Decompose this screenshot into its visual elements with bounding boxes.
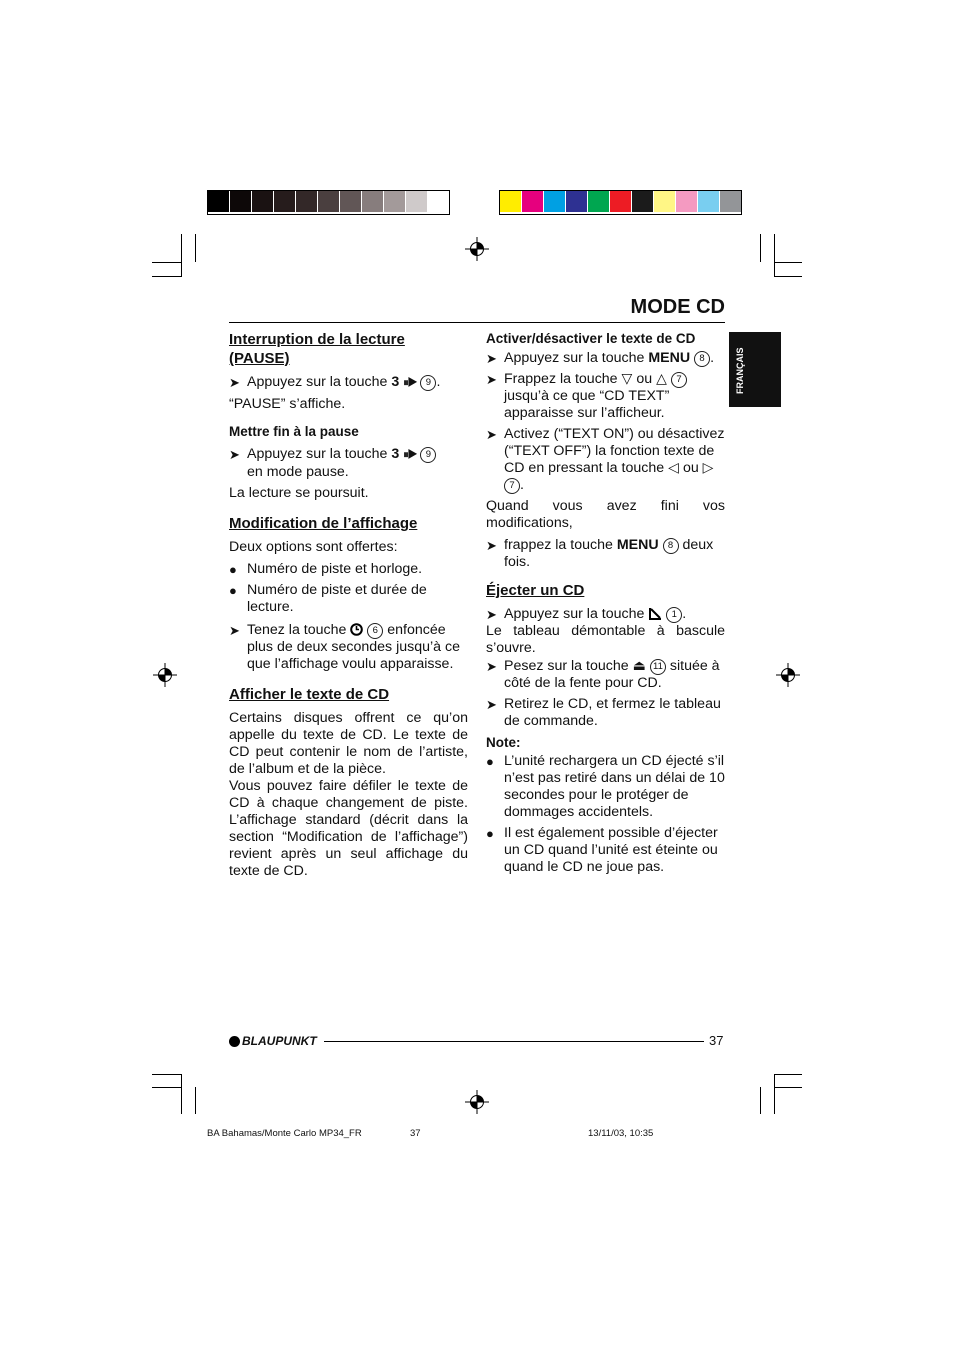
arrow-icon: ➤ xyxy=(229,375,240,390)
arrow-icon: ➤ xyxy=(486,538,497,553)
color-swatch xyxy=(632,191,654,212)
color-calibration-bar xyxy=(499,190,742,215)
instruction-step: ➤ Pesez sur la touche ⏏ 11 située à côté de la fente pour CD. xyxy=(486,658,720,691)
color-swatch xyxy=(720,191,741,212)
bullet-icon: ● xyxy=(229,562,237,577)
subheading: Activer/désactiver le texte de CD xyxy=(486,331,696,346)
registration-mark-icon xyxy=(776,663,800,687)
brand-dot-icon xyxy=(229,1036,240,1047)
body-text: “PAUSE” s’affiche. xyxy=(229,396,346,412)
brand-logo xyxy=(229,1034,317,1048)
color-swatch xyxy=(252,191,274,212)
key-number-badge: 11 xyxy=(650,659,666,675)
clock-icon xyxy=(350,623,363,636)
bullet-item: ● L’unité rechargera un CD éjecté s’il n’est pas retiré dans un délai de 10 secondes pour le protéger de dommages accidentels. xyxy=(486,753,725,820)
instruction-step: ➤ Appuyez sur la touche MENU 8 . xyxy=(486,350,715,366)
body-text: Certains disques offrent ce qu’on appelle du texte de CD. Le texte de CD peut contenir le nom de l’artiste, de l’album et de la pièce. xyxy=(229,710,468,777)
bullet-icon: ● xyxy=(486,754,494,769)
color-swatch xyxy=(566,191,588,212)
arrow-icon: ➤ xyxy=(486,372,497,387)
instruction-step: ➤ Appuyez sur la touche 1 . xyxy=(486,606,687,622)
instruction-step: ➤ frappez la touche MENU 8 deux fois. xyxy=(486,537,714,570)
key-number-badge: 1 xyxy=(666,607,682,623)
section-heading: Modification de l’affichage xyxy=(229,515,418,532)
section-heading: Afficher le texte de CD xyxy=(229,686,390,703)
key-number-badge: 9 xyxy=(420,375,436,391)
bullet-icon: ● xyxy=(486,826,494,841)
bullet-item: ● Numéro de piste et durée de lecture. xyxy=(229,582,427,615)
instruction-step: ➤ Activez (“TEXT ON”) ou désactivez (“TEXT OFF”) la fonction texte de CD en pressant la touche ◁ ou ▷ 7 . xyxy=(486,426,725,493)
right-column xyxy=(486,330,725,880)
arrow-icon: ➤ xyxy=(486,697,497,712)
color-swatch xyxy=(274,191,296,212)
page-number: 37 xyxy=(709,1033,724,1048)
color-swatch xyxy=(654,191,676,212)
instruction-step: ➤ Appuyez sur la touche 3 ⏸▶ 9 . xyxy=(229,374,441,390)
body-text: Quand vous avez fini vos modifications, xyxy=(486,498,725,531)
instruction-step: ➤ Frappez la touche ▽ ou △ 7 jusqu’à ce que “CD TEXT” apparaisse sur l’afficheur. xyxy=(486,371,725,422)
arrow-icon: ➤ xyxy=(229,623,240,638)
language-tab-label: FRANÇAIS xyxy=(735,347,745,394)
registration-mark-icon xyxy=(465,1090,489,1114)
footer-rule xyxy=(324,1041,704,1042)
color-swatch xyxy=(318,191,340,212)
eject-icon: ⏏ xyxy=(632,658,646,674)
instruction-step: ➤ Retirez le CD, et fermez le tableau de commande. xyxy=(486,696,721,729)
color-swatch xyxy=(588,191,610,212)
print-slug-file: BA Bahamas/Monte Carlo MP34_FR xyxy=(207,1128,362,1139)
print-slug-page: 37 xyxy=(410,1128,421,1139)
instruction-step: ➤ Tenez la touche 6 enfoncée plus de deux secondes jusqu’à ce que l’affichage voulu apparaisse. xyxy=(229,622,460,672)
arrow-icon: ➤ xyxy=(486,427,497,442)
bullet-item: ● Numéro de piste et horloge. xyxy=(229,561,423,577)
subheading: Mettre fin à la pause xyxy=(229,424,359,439)
pause-play-icon: ⏸▶ xyxy=(403,449,417,461)
section-heading: (PAUSE) xyxy=(229,350,290,367)
color-swatch xyxy=(698,191,720,212)
grayscale-calibration-bar xyxy=(207,190,450,215)
color-swatch xyxy=(208,191,230,212)
arrow-icon: ➤ xyxy=(229,447,240,462)
key-number-badge: 6 xyxy=(367,623,383,639)
panel-release-icon xyxy=(648,607,662,620)
instruction-step: ➤ Appuyez sur la touche 3 ⏸▶ 9 en mode pause. xyxy=(229,446,468,481)
key-number-badge: 7 xyxy=(671,372,687,388)
color-swatch xyxy=(522,191,544,212)
right-triangle-icon: ▷ xyxy=(702,460,714,476)
note-heading: Note: xyxy=(486,735,521,750)
section-heading: Interruption de la lecture xyxy=(229,331,405,348)
body-text: Vous pouvez faire défiler le texte de CD à chaque changement de piste. L’affichage standard (décrit dans la section “Modification de l’affichage”) revient après un seul affichage du texte de CD. xyxy=(229,778,468,879)
body-text: La lecture se poursuit. xyxy=(229,485,369,501)
title-rule xyxy=(229,322,725,323)
key-number-badge: 9 xyxy=(420,447,436,463)
color-swatch xyxy=(676,191,698,212)
body-text: Le tableau démontable à bascule s’ouvre. xyxy=(486,623,725,656)
color-swatch xyxy=(428,191,449,212)
color-swatch xyxy=(384,191,406,212)
color-swatch xyxy=(362,191,384,212)
left-triangle-icon: ◁ xyxy=(668,460,679,476)
down-triangle-icon: ▽ xyxy=(621,371,633,387)
registration-mark-icon xyxy=(465,237,489,261)
print-slug-date: 13/11/03, 10:35 xyxy=(588,1128,654,1139)
page-title: MODE CD xyxy=(630,296,725,318)
color-swatch xyxy=(230,191,252,212)
registration-mark-icon xyxy=(153,663,177,687)
language-tab xyxy=(729,332,781,407)
color-swatch xyxy=(544,191,566,212)
key-number-badge: 7 xyxy=(504,478,520,494)
bullet-item: ● Il est également possible d’éjecter un CD quand l’unité est éteinte ou quand le CD ne joue pas. xyxy=(486,825,718,875)
body-text: Deux options sont offertes: xyxy=(229,539,398,555)
color-swatch xyxy=(340,191,362,212)
arrow-icon: ➤ xyxy=(486,607,497,622)
color-swatch xyxy=(296,191,318,212)
arrow-icon: ➤ xyxy=(486,351,497,366)
key-number-badge: 8 xyxy=(663,538,679,554)
color-swatch xyxy=(500,191,522,212)
section-heading: Éjecter un CD xyxy=(486,582,585,599)
left-column xyxy=(229,330,468,885)
pause-play-icon: ⏸▶ xyxy=(403,377,417,389)
brand-name: BLAUPUNKT xyxy=(242,1034,317,1048)
up-triangle-icon: △ xyxy=(656,371,668,387)
bullet-icon: ● xyxy=(229,583,237,598)
key-number-badge: 8 xyxy=(694,351,710,367)
color-swatch xyxy=(610,191,632,212)
color-swatch xyxy=(406,191,428,212)
arrow-icon: ➤ xyxy=(486,659,497,674)
